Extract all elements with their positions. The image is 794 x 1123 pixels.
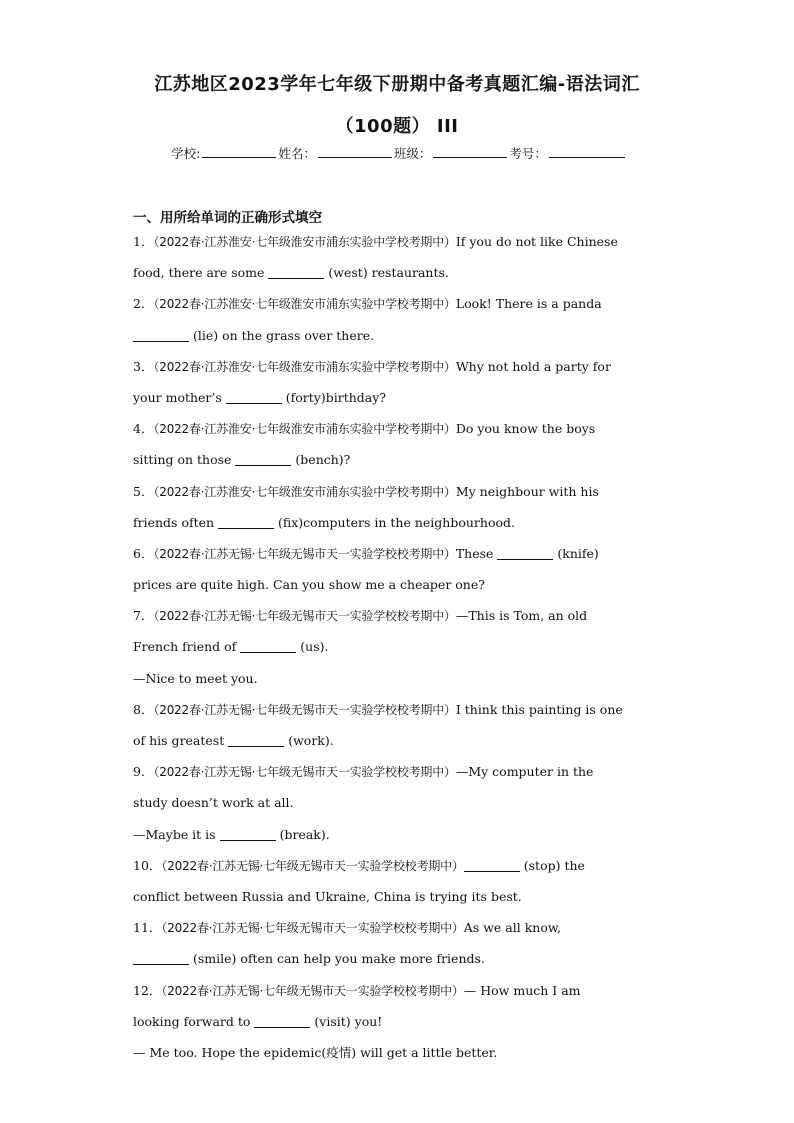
answer-blank[interactable] <box>220 826 276 841</box>
question-text: As we all know, <box>463 920 562 936</box>
question-text: of his greatest <box>133 733 225 748</box>
question-5-line-1 <box>133 480 663 511</box>
question-number: 11． <box>133 920 162 936</box>
question-number: 10． <box>133 857 162 873</box>
question-text: sitting on those <box>133 452 232 468</box>
question-9-line-3 <box>133 823 663 854</box>
question-text: (work). <box>288 733 334 748</box>
question-9-line-2 <box>133 791 663 822</box>
question-text: French friend of <box>133 639 237 655</box>
question-5-line-2 <box>133 511 663 542</box>
question-number: 5． <box>133 483 154 499</box>
name-blank[interactable] <box>318 145 392 158</box>
answer-blank[interactable] <box>133 950 189 965</box>
answer-blank[interactable] <box>133 327 189 342</box>
question-number: 3． <box>133 358 154 374</box>
question-3-line-1 <box>133 355 663 386</box>
answer-blank[interactable] <box>240 638 296 653</box>
question-1-line-2 <box>133 261 663 292</box>
question-list <box>133 230 663 1072</box>
question-text: your mother’s <box>133 389 222 405</box>
question-text: (stop) the <box>523 857 585 873</box>
question-6-line-1 <box>133 542 663 573</box>
exam-no-blank[interactable] <box>549 145 625 158</box>
question-text: food, there are some <box>133 265 265 281</box>
answer-blank[interactable] <box>226 389 282 404</box>
question-text: —Nice to meet you. <box>133 670 258 686</box>
question-source: （2022春·江苏无锡·七年级无锡市天一实验学校校考期中） <box>153 546 456 561</box>
answer-blank[interactable] <box>235 451 291 466</box>
question-8-line-2 <box>133 729 663 760</box>
question-10-line-1 <box>133 854 663 885</box>
question-text: —My computer in the <box>455 764 594 780</box>
question-source: （2022春·江苏淮安·七年级淮安市浦东实验中学校考期中） <box>153 359 456 374</box>
question-2-line-1 <box>133 292 663 323</box>
question-number: 1． <box>133 234 154 249</box>
question-text: friends often <box>133 514 215 530</box>
question-12-line-1 <box>133 979 663 1010</box>
question-text: (bench)? <box>295 452 351 468</box>
answer-blank[interactable] <box>497 545 553 560</box>
question-12-line-2 <box>133 1010 663 1041</box>
question-text: conflict between Russia and Ukraine, China is trying its best. <box>133 888 522 904</box>
question-11-line-2 <box>133 947 663 978</box>
question-source: （2022春·江苏无锡·七年级无锡市天一实验学校校考期中） <box>153 609 456 624</box>
question-source: （2022春·江苏淮安·七年级淮安市浦东实验中学校考期中） <box>153 484 456 499</box>
question-text: If you do not like Chinese <box>455 234 618 249</box>
question-4-line-2 <box>133 448 663 479</box>
question-7-line-2 <box>133 635 663 666</box>
question-text: Do you know the boys <box>455 421 596 437</box>
answer-blank[interactable] <box>218 514 274 529</box>
school-label: 学校: <box>171 146 201 161</box>
question-text: (visit) you! <box>314 1013 383 1029</box>
question-4-line-1 <box>133 417 663 448</box>
question-12-line-3 <box>133 1041 663 1072</box>
question-text: looking forward to <box>133 1013 251 1029</box>
class-blank[interactable] <box>433 145 507 158</box>
question-number: 12． <box>133 982 162 998</box>
question-3-line-2 <box>133 386 663 417</box>
question-text: My neighbour with his <box>455 483 599 499</box>
question-text: (us). <box>300 639 329 655</box>
question-text: — How much I am <box>463 982 581 998</box>
question-source: （2022春·江苏无锡·七年级无锡市天一实验学校校考期中） <box>153 765 456 780</box>
question-number: 2． <box>133 296 154 312</box>
question-source: （2022春·江苏无锡·七年级无锡市天一实验学校校考期中） <box>161 921 464 936</box>
question-number: 8． <box>133 701 154 717</box>
question-text: These <box>455 545 494 561</box>
question-text: (break). <box>279 826 330 842</box>
question-1-line-1 <box>133 230 663 261</box>
school-blank[interactable] <box>202 145 276 158</box>
question-source: （2022春·江苏无锡·七年级无锡市天一实验学校校考期中） <box>161 858 464 873</box>
question-text: — Me too. Hope the epidemic(疫情) will get a little better. <box>133 1044 498 1060</box>
question-6-line-2 <box>133 573 663 604</box>
question-source: （2022春·江苏无锡·七年级无锡市天一实验学校校考期中） <box>153 702 456 717</box>
question-text: Why not hold a party for <box>455 358 611 374</box>
question-text: (west) restaurants. <box>328 265 449 281</box>
question-source: （2022春·江苏无锡·七年级无锡市天一实验学校校考期中） <box>161 983 464 998</box>
question-text: prices are quite high. Can you show me a cheaper one? <box>133 577 485 593</box>
question-text: —Maybe it is <box>133 826 216 842</box>
question-text: study doesn’t work at all. <box>133 795 294 811</box>
question-number: 4． <box>133 421 154 437</box>
question-source: （2022春·江苏淮安·七年级淮安市浦东实验中学校考期中） <box>153 422 456 437</box>
question-text: Look! There is a panda <box>455 296 602 312</box>
question-source: （2022春·江苏淮安·七年级淮安市浦东实验中学校考期中） <box>153 297 456 312</box>
question-text: I think this painting is one <box>455 701 623 717</box>
question-source: （2022春·江苏淮安·七年级淮安市浦东实验中学校考期中） <box>153 235 456 249</box>
question-text: —This is Tom, an old <box>455 608 588 624</box>
question-10-line-2 <box>133 885 663 916</box>
question-text: (smile) often can help you make more friends. <box>192 951 485 967</box>
question-text: (forty)birthday? <box>285 389 387 405</box>
question-2-line-2 <box>133 324 663 355</box>
exam-no-label: 考号： <box>509 146 547 161</box>
answer-blank[interactable] <box>464 857 520 872</box>
question-8-line-1 <box>133 698 663 729</box>
name-label: 姓名： <box>278 146 316 161</box>
question-text: (knife) <box>557 545 599 561</box>
question-text: (lie) on the grass over there. <box>192 327 375 343</box>
answer-blank[interactable] <box>268 264 324 279</box>
class-label: 班级： <box>393 146 432 161</box>
question-7-line-1 <box>133 604 663 635</box>
answer-blank[interactable] <box>228 732 284 747</box>
page-title: 江苏地区2023学年七年级下册期中备考真题汇编-语法词汇 <box>154 74 640 95</box>
answer-blank[interactable] <box>254 1013 310 1028</box>
section-title: 一、用所给单词的正确形式填空 <box>133 210 322 226</box>
question-text: (fix)computers in the neighbourhood. <box>278 514 515 530</box>
page-subtitle: （100题） III <box>335 116 459 137</box>
question-7-line-3 <box>133 667 663 698</box>
student-info-row <box>0 144 794 162</box>
question-number: 7． <box>133 608 154 624</box>
question-9-line-1 <box>133 760 663 791</box>
question-number: 9． <box>133 764 154 780</box>
question-number: 6． <box>133 545 154 561</box>
question-11-line-1 <box>133 916 663 947</box>
